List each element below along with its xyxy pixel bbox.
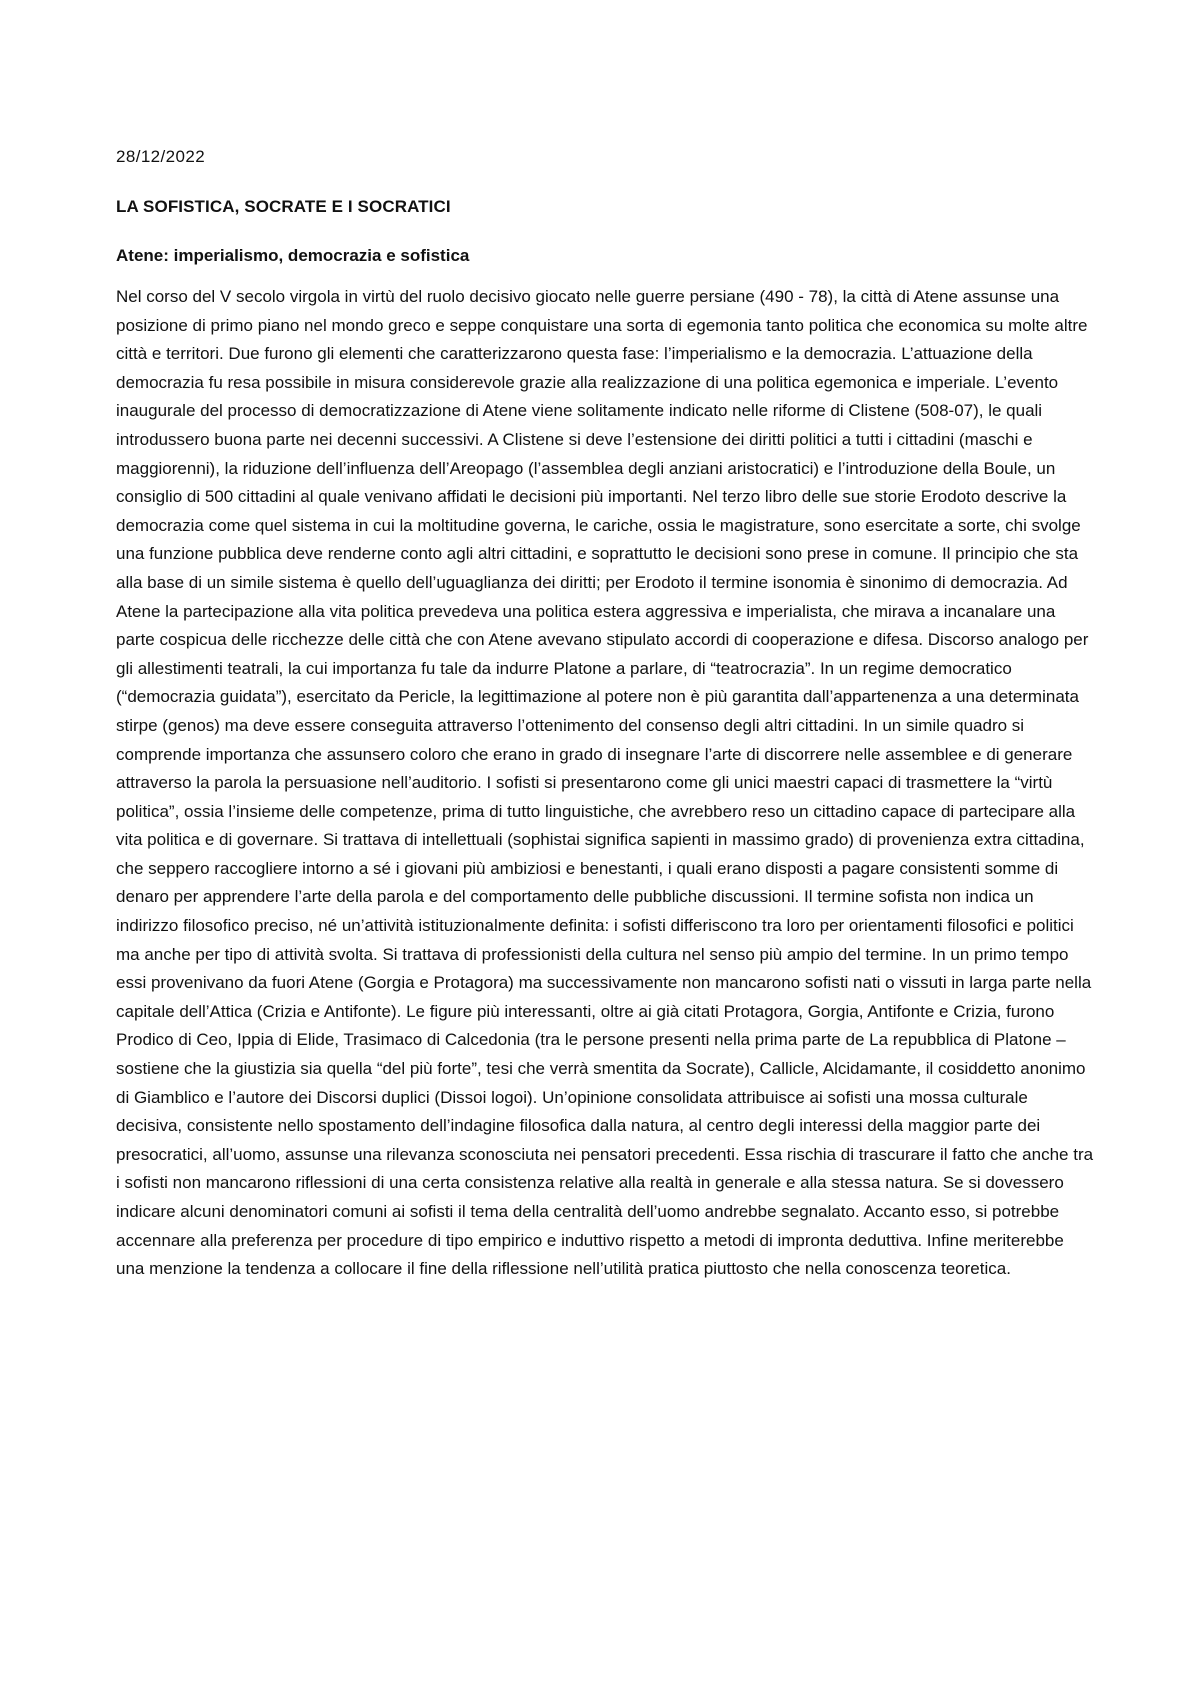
- document-date: 28/12/2022: [116, 147, 206, 166]
- section-heading: Atene: imperialismo, democrazia e sofistica: [116, 246, 470, 265]
- document-title: LA SOFISTICA, SOCRATE E I SOCRATICI: [116, 197, 451, 216]
- body-paragraph: Nel corso del V secolo virgola in virtù del ruolo decisivo giocato nelle guerre persiane (490 - 78), la città di Atene assunse una posizione di primo piano nel mondo greco e seppe conquistare una sorta di egemonia tanto politica che economica su molte altre città e territori. Due furono gli elementi che caratterizzarono questa fase: l’imperialismo e la democrazia. L’attuazione della democrazia fu resa possibile in misura considerevole grazie alla realizzazione di una politica egemonica e imperiale. L’evento inaugurale del processo di democratizzazione di Atene viene solitamente indicato nelle riforme di Clistene (508-07), le quali introdussero buona parte nei decenni successivi. A Clistene si deve l’estensione dei diritti politici a tutti i cittadini (maschi e maggiorenni), la riduzione dell’influenza dell’Areopago (l’assemblea degli anziani aristocratici) e l’introduzione della Boule, un consiglio di 500 cittadini al quale venivano affidati le decisioni più importanti. Nel terzo libro delle sue storie Erodoto descrive la democrazia come quel sistema in cui la moltitudine governa, le cariche, ossia le magistrature, sono esercitate a sorte, chi svolge una funzione pubblica deve renderne conto agli altri cittadini, e soprattutto le decisioni sono prese in comune. Il principio che sta alla base di un simile sistema è quello dell’uguaglianza dei diritti; per Erodoto il termine isonomia è sinonimo di democrazia. Ad Atene la partecipazione alla vita politica prevedeva una politica estera aggressiva e imperialista, che mirava a incanalare una parte cospicua delle ricchezze delle città che con Atene avevano stipulato accordi di cooperazione e difesa. Discorso analogo per gli allestimenti teatrali, la cui importanza fu tale da indurre Platone a parlare, di “teatrocrazia”. In un regime democratico (“democrazia guidata”), esercitato da Pericle, la legittimazione al potere non è più garantita dall’appartenenza a una determinata stirpe (genos) ma deve essere conseguita attraverso l’ottenimento del consenso degli altri cittadini. In un simile quadro si comprende importanza che assunsero coloro che erano in grado di insegnare l’arte di discorrere nelle assemblee e di generare attraverso la parola la persuasione nell’auditorio. I sofisti si presentarono come gli unici maestri capaci di trasmettere la “virtù politica”, ossia l’insieme delle competenze, prima di tutto linguistiche, che avrebbero reso un cittadino capace di partecipare alla vita politica e di governare. Si trattava di intellettuali (sophistai significa sapienti in massimo grado) di provenienza extra cittadina, che seppero raccogliere intorno a sé i giovani più ambiziosi e benestanti, i quali erano disposti a pagare consistenti somme di denaro per apprendere l’arte della parola e del comportamento delle pubbliche discussioni. Il termine sofista non indica un indirizzo filosofico preciso, né un’attività istituzionalmente definita: i sofisti differiscono tra loro per orientamenti filosofici e politici ma anche per tipo di attività svolta. Si trattava di professionisti della cultura nel senso più ampio del termine. In un primo tempo essi provenivano da fuori Atene (Gorgia e Protagora) ma successivamente non mancarono sofisti nati o vissuti in larga parte nella capitale dell’Attica (Crizia e Antifonte). Le figure più interessanti, oltre ai già citati Protagora, Gorgia, Antifonte e Crizia, furono Prodico di Ceo, Ippia di Elide, Trasimaco di Calcedonia (tra le persone presenti nella prima parte de La repubblica di Platone – sostiene che la giustizia sia quella “del più forte”, tesi che verrà smentita da Socrate), Callicle, Alcidamante, il cosiddetto anonimo di Giamblico e l’autore dei Discorsi duplici (Dissoi logoi). Un’opinione consolidata attribuisce ai sofisti una mossa culturale decisiva, consistente nello spostamento dell’indagine filosofica dalla natura, al centro degli interessi della maggior parte dei presocratici, all’uomo, assunse una rilevanza sconosciuta nei pensatori precedenti. Essa rischia di trascurare il fatto che anche tra i sofisti non mancarono riflessioni di una certa consistenza relative alla realtà in generale e alla stessa natura. Se si dovessero indicare alcuni denominatori comuni ai sofisti il tema della centralità dell’uomo andrebbe segnalato. Accanto esso, si potrebbe accennare alla preferenza per procedure di tipo empirico e induttivo rispetto a metodi di impronta deduttiva. Infine meriterebbe una menzione la tendenza a collocare il fine della riflessione nell’utilità pratica piuttosto che nella conoscenza teoretica.: [116, 287, 1094, 1279]
